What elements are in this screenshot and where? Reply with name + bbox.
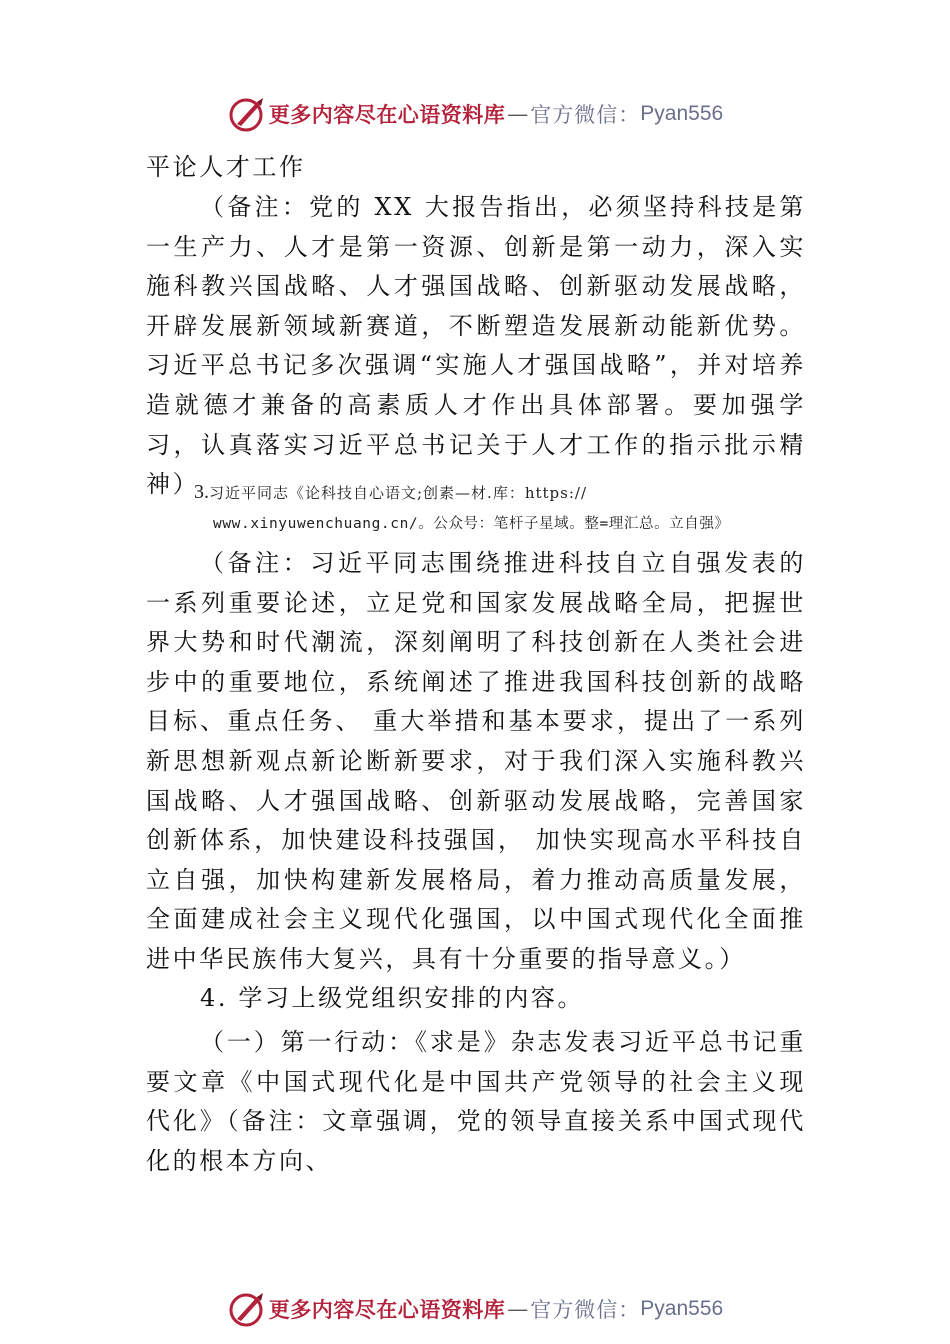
list-item-3-text: 习近平同志《论科技自心语文;创素—材.库：https:// bbox=[209, 484, 588, 502]
list-item-3-line-1 bbox=[194, 482, 587, 503]
banner-slogan: 更多内容尽在心语资料库 bbox=[268, 1297, 506, 1322]
paragraph-note-2: （备注：习近平同志围绕推进科技自立自强发表的一系列重要论述，立足党和国家发展战略全局，把握世界大势和时代潮流，深刻阐明了科技创新在人类社会进步中的重要地位，系统阐述了推进我国科技创新的战略目标、重点任务、 重大举措和基本要求，提出了一系列新思想新观点新论断新要求，对于我们深入实施科教兴国战略、人才强国战略、创新驱动发展战略，完善国家创新体系，加快建设科技强国， 加快实现高水平科技自立自强，加快构建新发展格局，着力推动高质量发展，全面建成社会主义现代化强国，以中国式现代化全面推进中华民族伟大复兴，具有十分重要的指导意义。） bbox=[146, 549, 806, 973]
text-line-top: 平论人才工作 bbox=[146, 153, 306, 181]
list-item-3-number: 3. bbox=[194, 481, 209, 503]
banner-wechat-id: Pyan556 bbox=[640, 102, 724, 125]
banner-dash: — bbox=[507, 1297, 529, 1321]
quill-logo-icon bbox=[227, 1289, 267, 1329]
paragraph-section-1: （一）第一行动：《求是》杂志发表习近平总书记重要文章《中国式现代化是中国共产党领导的社会主义现代化》（备注：文章强调，党的领导直接关系中国式现代化的根本方向、 bbox=[146, 1028, 806, 1175]
banner-wechat-label: 官方微信： bbox=[530, 1298, 641, 1322]
list-item-3-line-2: www.xinyuwenchuang.cn/。公众号：笔杆子星域。整=理汇总。立自强》 bbox=[213, 516, 730, 532]
banner-wechat-label: 官方微信： bbox=[530, 103, 641, 127]
banner-dash: — bbox=[507, 102, 529, 126]
list-item-4: 4. 学习上级党组织安排的内容。 bbox=[200, 984, 585, 1012]
banner-wechat-id: Pyan556 bbox=[640, 1297, 724, 1320]
banner-slogan: 更多内容尽在心语资料库 bbox=[268, 102, 506, 127]
paragraph-note-1: （备注：党的 XX 大报告指出，必须坚持科技是第一生产力、人才是第一资源、创新是第一动力，深入实施科教兴国战略、人才强国战略、创新驱动发展战略，开辟发展新领域新赛道，不断塑造发展新动能新优势。习近平总书记多次强调“实施人才强国战略”，并对培养造就德才兼备的高素质人才作出具体部署。要加强学习，认真落实习近平总书记关于人才工作的指示批示精神） bbox=[146, 193, 806, 499]
header-watermark-banner bbox=[0, 92, 950, 136]
quill-logo-icon bbox=[227, 94, 267, 134]
footer-watermark-banner bbox=[0, 1287, 950, 1331]
